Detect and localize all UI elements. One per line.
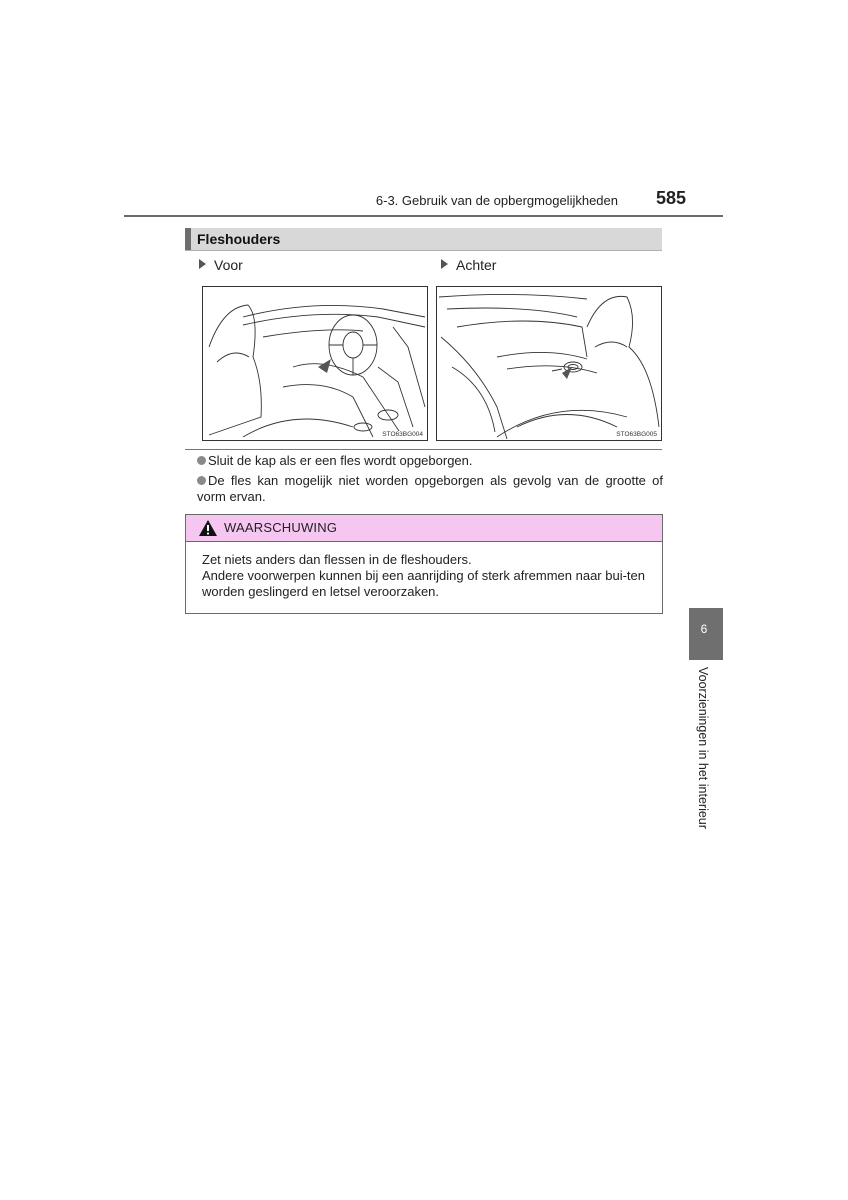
warning-title: WAARSCHUWING (224, 520, 338, 535)
page-number: 585 (655, 188, 686, 208)
chapter-tab (689, 608, 723, 660)
warning-box (185, 514, 663, 614)
figure-rear-interior (436, 286, 662, 441)
view-label-front-text: Voor (214, 257, 243, 273)
figure-code-front: STO63BG004 (382, 431, 423, 438)
note-bullet-1 (197, 453, 663, 469)
view-label-rear (441, 257, 496, 273)
warning-triangle-icon (198, 519, 218, 537)
figure-code-rear: STO63BG005 (616, 431, 657, 438)
chapter-number: 6 (700, 622, 708, 636)
triangle-bullet-icon (199, 259, 206, 269)
note-bullet-2 (197, 473, 663, 505)
note-bullet-2-text: De fles kan mogelijk niet worden opgeborgen als gevolg van de grootte of vorm ervan. (197, 473, 663, 504)
note-bullet-1-text: Sluit de kap als er een fles wordt opgeborgen. (208, 453, 473, 468)
section-heading-bar (185, 228, 191, 250)
section-title: Fleshouders (197, 231, 281, 247)
warning-header (186, 515, 662, 542)
triangle-bullet-icon (441, 259, 448, 269)
divider (185, 449, 662, 450)
section-heading (185, 228, 662, 251)
bullet-dot-icon (197, 456, 206, 465)
front-interior-illustration (203, 287, 427, 440)
header-divider (124, 215, 723, 217)
view-label-front (199, 257, 243, 273)
figure-front-interior (202, 286, 428, 441)
warning-line-2: Andere voorwerpen kunnen bij een aanrijding of sterk afremmen naar bui-ten worden geslingerd en letsel veroorzaken. (202, 568, 645, 599)
warning-line-1: Zet niets anders dan flessen in de fleshouders. (202, 552, 472, 567)
view-label-rear-text: Achter (456, 257, 497, 273)
chapter-side-title: Voorzieningen in het interieur (696, 667, 710, 829)
bullet-dot-icon (197, 476, 206, 485)
rear-interior-illustration (437, 287, 661, 440)
header-section-title: 6-3. Gebruik van de opbergmogelijkheden (375, 193, 618, 208)
warning-body (202, 552, 662, 600)
